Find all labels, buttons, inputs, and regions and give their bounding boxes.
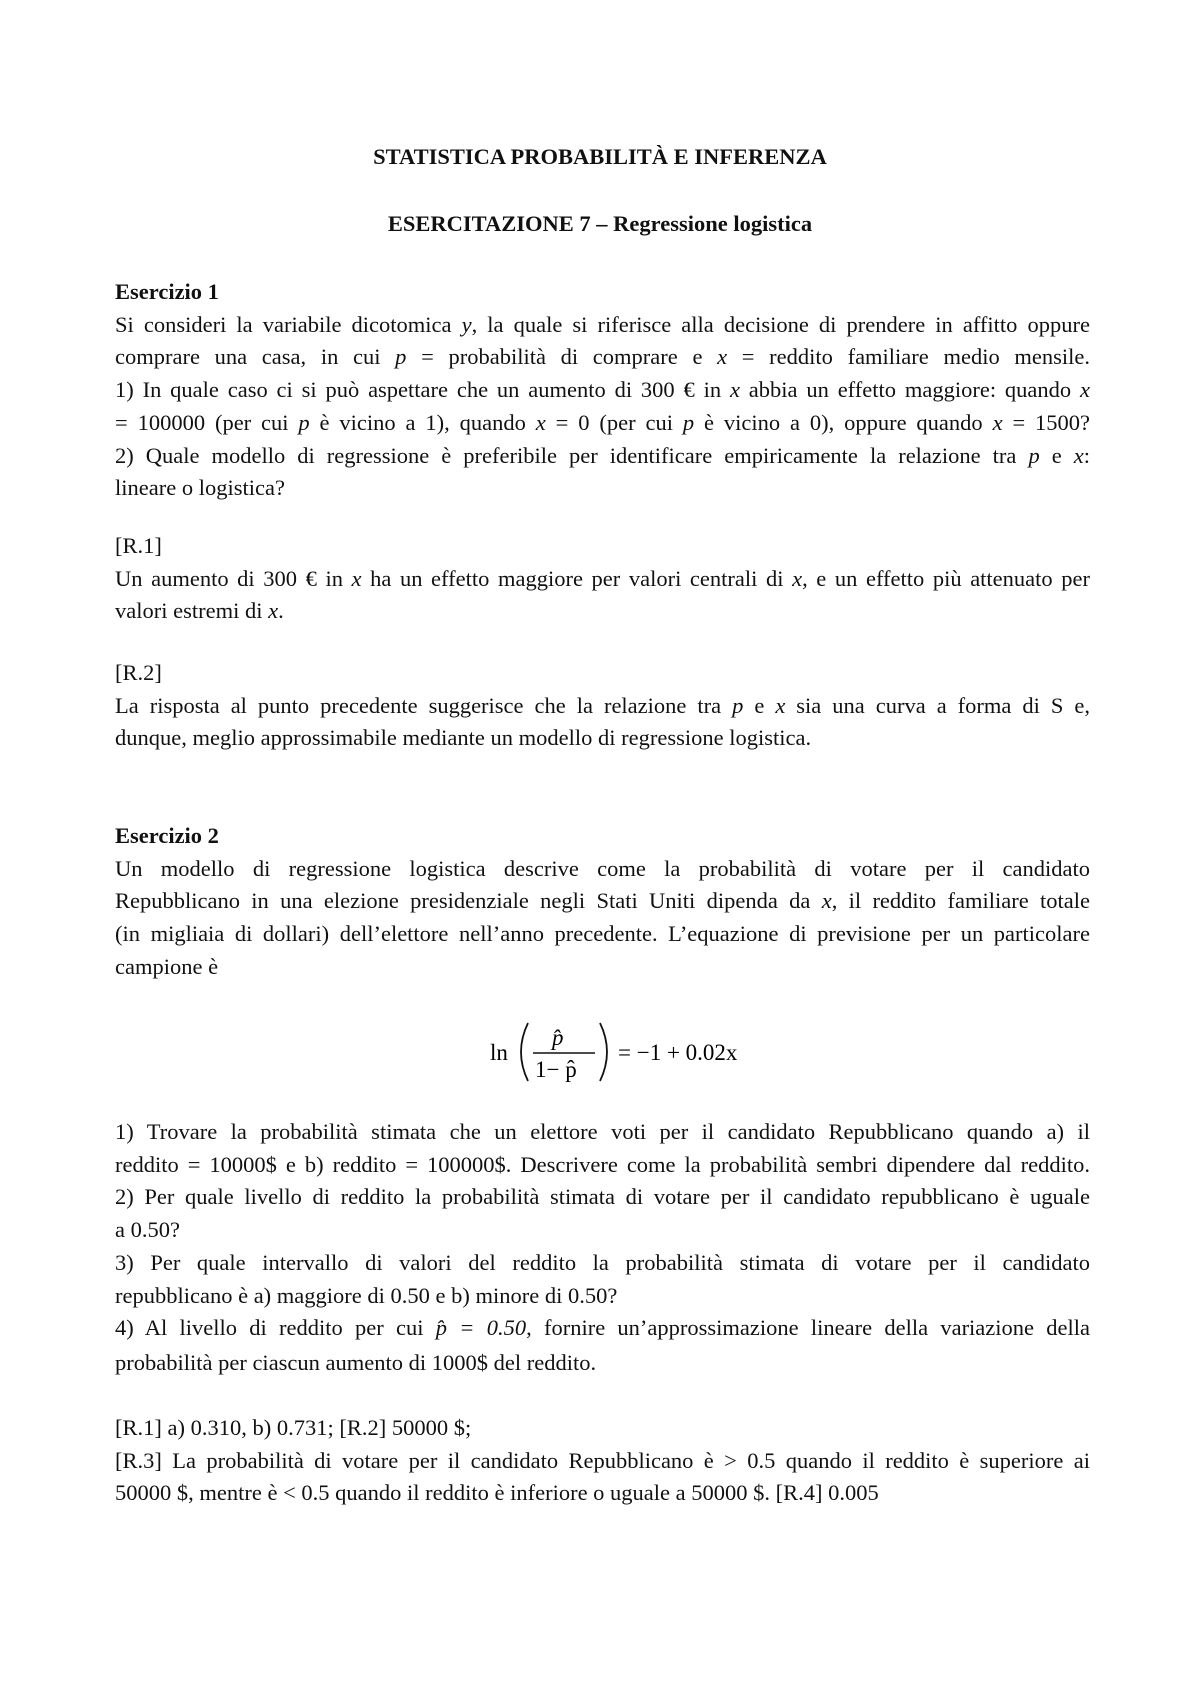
text-line: = 100000 (per cui p è vicino a 1), quando x = 0 (per cui p è vicino a 0), oppure quando x = 1500? <box>115 409 1090 435</box>
text-line: Un aumento di 300 € in x ha un effetto maggiore per valori centrali di x, e un effetto più attenuato per <box>115 565 1090 591</box>
exercise-1-text <box>115 309 1090 505</box>
text-line: campione è <box>115 953 219 979</box>
text-line: La risposta al punto precedente suggerisce che la relazione tra p e x sia una curva a forma di S e, <box>115 692 1090 718</box>
exercise-2-heading: Esercizio 2 <box>115 823 219 848</box>
right-paren-icon <box>600 1023 607 1081</box>
exercise-1-answer-1 <box>115 530 1090 628</box>
text-line: Repubblicano in una elezione presidenziale negli Stati Uniti dipenda da x, il reddito familiare totale <box>115 888 1090 914</box>
text-line: Un modello di regressione logistica descrive come la probabilità di votare per il candidato <box>115 855 1090 881</box>
answer-label: [R.2] <box>115 660 162 685</box>
text-line: [R.3] La probabilità di votare per il candidato Repubblicano è > 0.5 quando il reddito è superiore ai <box>115 1447 1090 1473</box>
document-title: STATISTICA PROBABILITÀ E INFERENZA <box>373 144 827 169</box>
text-line: 50000 $, mentre è < 0.5 quando il reddito è inferiore o uguale a 50000 $. [R.4] 0.005 <box>115 1480 879 1506</box>
exercise-2-answers <box>115 1412 1090 1510</box>
text-line: 4) Al livello di reddito per cui p̂ = 0.50, fornire un’approssimazione lineare della variazione della <box>115 1315 1091 1341</box>
equation-graphic <box>490 1015 750 1085</box>
exercise-1 <box>115 276 1090 505</box>
text-line: 1) In quale caso ci si può aspettare che un aumento di 300 € in x abbia un effetto maggiore: quando x <box>115 377 1090 403</box>
logistic-equation <box>0 1015 1200 1085</box>
exercise-2-questions <box>115 1116 1090 1380</box>
left-paren-icon <box>521 1023 528 1081</box>
text-line: valori estremi di x. <box>115 598 284 624</box>
text-line: repubblicano è a) maggiore di 0.50 e b) minore di 0.50? <box>115 1282 618 1308</box>
text-line: 1) Trovare la probabilità stimata che un elettore voti per il candidato Repubblicano quando a) il <box>115 1119 1090 1144</box>
text-line: reddito = 10000$ e b) reddito = 100000$. Descrivere come la probabilità sembri dipendere dal reddito. <box>115 1151 1090 1177</box>
equation-denominator: 1− p̂ <box>535 1057 577 1082</box>
text-line: lineare o logistica? <box>115 475 285 501</box>
text-line: 2) Per quale livello di reddito la probabilità stimata di votare per il candidato repubblicano è uguale <box>115 1184 1090 1210</box>
exercise-2 <box>115 820 1090 984</box>
equation-ln: ln <box>490 1040 508 1065</box>
exercise-1-answer-2 <box>115 657 1090 755</box>
equation-rhs: = −1 + 0.02x <box>618 1040 738 1065</box>
document-subtitle: ESERCITAZIONE 7 – Regressione logistica <box>387 211 813 236</box>
text-line: 3) Per quale intervallo di valori del reddito la probabilità stimata di votare per il candidato <box>115 1249 1090 1275</box>
text-line: Si consideri la variabile dicotomica y, la quale si riferisce alla decisione di prendere in affitto oppure <box>115 311 1090 337</box>
text-line: 2) Quale modello di regressione è preferibile per identificare empiricamente la relazione tra p e x: <box>115 442 1090 468</box>
text-line: comprare una casa, in cui p = probabilità di comprare e x = reddito familiare medio mensile. <box>115 344 1090 370</box>
text-line: a 0.50? <box>115 1217 180 1243</box>
text-line: dunque, meglio approssimabile mediante un modello di regressione logistica. <box>115 725 812 751</box>
answer-label: [R.1] <box>115 533 162 558</box>
equation-numerator: p̂ <box>552 1025 564 1050</box>
exercise-1-heading: Esercizio 1 <box>115 279 219 304</box>
text-line: (in migliaia di dollari) dell’elettore nell’anno precedente. L’equazione di previsione per un particolare <box>115 921 1090 947</box>
text-line: [R.1] a) 0.310, b) 0.731; [R.2] 50000 $; <box>115 1415 472 1440</box>
text-line: probabilità per ciascun aumento di 1000$ del reddito. <box>115 1349 597 1375</box>
